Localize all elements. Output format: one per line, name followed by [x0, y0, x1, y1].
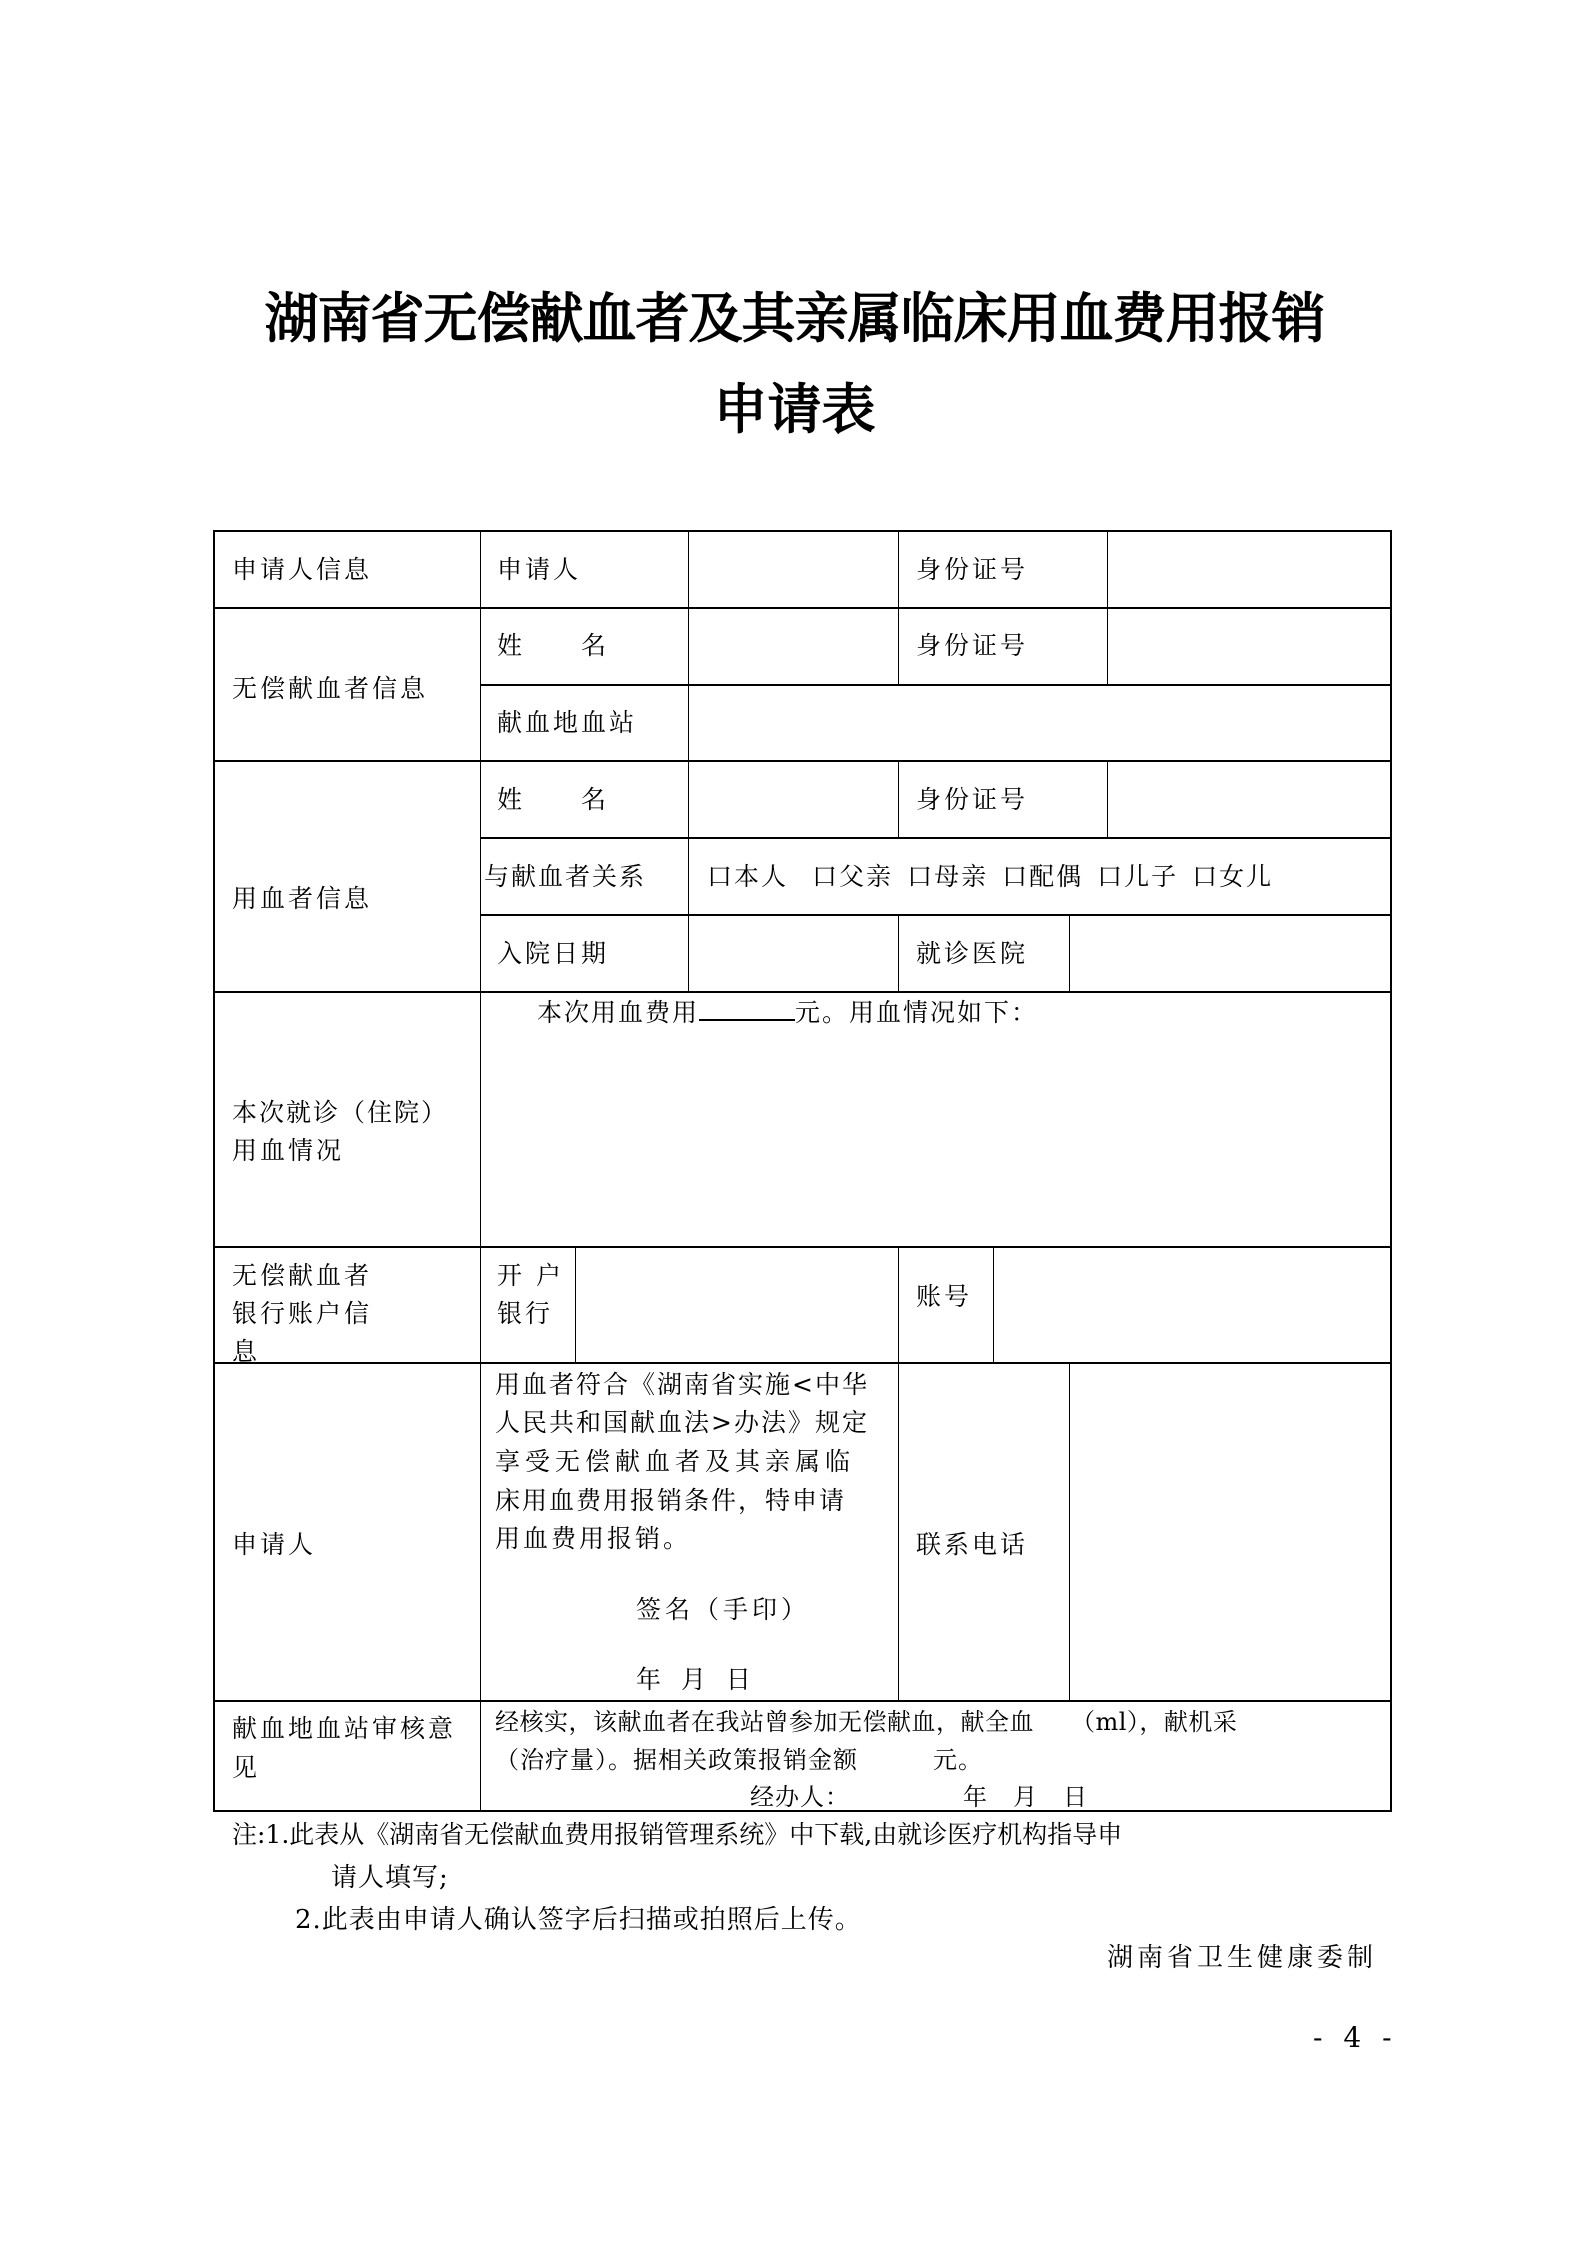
applicant-name-field[interactable]: [692, 551, 892, 589]
option-label: 配偶: [1029, 862, 1084, 891]
note-line1: 注:1.此表从《湖南省无偿献血费用报销管理系统》中下载,由就诊医疗机构指导申: [232, 1820, 1123, 1849]
checkbox-icon[interactable]: 口: [907, 862, 935, 891]
form-title-line1: 湖南省无偿献血者及其亲属临床用血费用报销: [264, 286, 1325, 350]
cost-suffix: 元。用血情况如下：: [795, 998, 1039, 1027]
relation-option-son[interactable]: [1097, 858, 1178, 896]
applicant-info-section-label: 申请人信息: [232, 555, 373, 584]
column-divider: [480, 532, 481, 1812]
donor-id-label: 身份证号: [916, 631, 1029, 660]
relation-option-self[interactable]: [707, 858, 788, 896]
recipient-name-field[interactable]: [692, 781, 892, 819]
column-divider: [898, 1362, 899, 1700]
donor-name-field[interactable]: [692, 627, 892, 665]
recipient-id-field[interactable]: [1110, 781, 1380, 819]
row-divider: [480, 914, 1392, 916]
issuer-label: 湖南省卫生健康委制: [1107, 1943, 1378, 1973]
column-divider: [1107, 607, 1108, 684]
donor-station-field[interactable]: [692, 704, 1382, 742]
usage-details-field[interactable]: [492, 1040, 1382, 1240]
declaration-line: 享受无偿献血者及其亲属临: [495, 1447, 856, 1476]
column-divider: [575, 1246, 576, 1362]
declaration-line: 用血者符合《湖南省实施<中华: [495, 1370, 869, 1399]
column-divider: [1069, 1362, 1070, 1700]
bank-name-label-line1: 开 户: [497, 1261, 564, 1290]
recipient-name-label: 姓 名: [497, 785, 610, 814]
account-label: 账号: [916, 1282, 973, 1311]
applicant-label: 申请人: [497, 555, 582, 584]
declaration-line: 床用血费用报销条件，特申请: [495, 1486, 847, 1515]
recipient-info-section-label: 用血者信息: [232, 884, 373, 913]
applicant-id-label: 身份证号: [916, 555, 1029, 584]
bank-section-label-line2: 银行账户信: [232, 1299, 373, 1328]
review-line3: 经办人： 年 月 日: [750, 1783, 1088, 1811]
row-divider: [480, 837, 1392, 839]
checkbox-icon[interactable]: 口: [1192, 862, 1220, 891]
note-line3: 2.此表由申请人确认签字后扫描或拍照后上传。: [295, 1905, 862, 1935]
bank-name-label-line2: 银行: [497, 1299, 554, 1328]
page-number: - 4 -: [1313, 2021, 1398, 2054]
relation-option-father[interactable]: [812, 858, 893, 896]
relation-label: 与献血者关系: [484, 862, 647, 891]
column-divider: [1107, 532, 1108, 607]
checkbox-icon[interactable]: 口: [1002, 862, 1030, 891]
declaration-line: 人民共和国献血法>办法》规定: [495, 1408, 869, 1437]
phone-label: 联系电话: [916, 1530, 1029, 1559]
admission-date-field[interactable]: [692, 935, 892, 973]
form-title-line2: 申请表: [713, 377, 876, 441]
column-divider: [993, 1246, 994, 1362]
donor-info-section-label: 无偿献血者信息: [232, 674, 429, 703]
signature-date-label: 年 月 日: [636, 1665, 757, 1694]
review-section-label-line1: 献血地血站审核意: [232, 1714, 457, 1743]
option-label: 母亲: [934, 862, 989, 891]
column-divider: [688, 760, 689, 991]
column-divider: [898, 1246, 899, 1362]
relation-option-mother[interactable]: [907, 858, 988, 896]
bank-section-label-line1: 无偿献血者: [232, 1261, 373, 1290]
row-divider: [215, 760, 1392, 762]
column-divider: [688, 532, 689, 607]
donor-station-label: 献血地血站: [497, 708, 638, 737]
bank-name-field[interactable]: [582, 1285, 887, 1323]
note-line2: 请人填写;: [331, 1863, 449, 1893]
cost-prefix: 本次用血费用: [537, 998, 700, 1027]
column-divider: [688, 607, 689, 760]
declaration-section-label: 申请人: [232, 1530, 317, 1559]
relation-options: [707, 858, 1287, 896]
relation-option-daughter[interactable]: [1192, 858, 1273, 896]
hospital-label: 就诊医院: [916, 939, 1029, 968]
row-divider: [215, 607, 1392, 609]
row-divider: [215, 1246, 1392, 1248]
review-section-label-line2: 见: [232, 1753, 261, 1782]
usage-section-label-line2: 用血情况: [232, 1136, 345, 1165]
hospital-field[interactable]: [1075, 935, 1380, 973]
relation-option-spouse[interactable]: [1002, 858, 1083, 896]
row-divider: [480, 684, 1392, 686]
column-divider: [1069, 914, 1070, 991]
admission-date-label: 入院日期: [497, 939, 610, 968]
option-label: 本人: [734, 862, 789, 891]
declaration-line: 用血费用报销。: [495, 1524, 692, 1553]
checkbox-icon[interactable]: 口: [812, 862, 840, 891]
usage-section-label-line1: 本次就诊（住院）: [232, 1098, 449, 1127]
review-line1: 经核实，该献血者在我站曾参加无偿献血，献全血 （ml），献机采: [495, 1708, 1238, 1736]
option-label: 女儿: [1219, 862, 1274, 891]
usage-cost-line: [537, 993, 1038, 1032]
cost-input[interactable]: [699, 993, 795, 1021]
applicant-id-field[interactable]: [1110, 551, 1380, 589]
account-field[interactable]: [1000, 1285, 1380, 1323]
column-divider: [898, 760, 899, 837]
recipient-id-label: 身份证号: [916, 785, 1029, 814]
column-divider: [898, 914, 899, 991]
signature-label: 签名（手印）: [636, 1595, 811, 1624]
checkbox-icon[interactable]: 口: [707, 862, 735, 891]
bank-section-label-line3: 息: [232, 1337, 261, 1366]
donor-name-label: 姓 名: [497, 631, 610, 660]
column-divider: [1107, 760, 1108, 837]
checkbox-icon[interactable]: 口: [1097, 862, 1125, 891]
option-label: 儿子: [1124, 862, 1179, 891]
row-divider: [215, 1700, 1392, 1702]
option-label: 父亲: [839, 862, 894, 891]
column-divider: [898, 607, 899, 684]
donor-id-field[interactable]: [1110, 627, 1380, 665]
phone-field[interactable]: [1075, 1526, 1380, 1564]
column-divider: [898, 532, 899, 607]
row-divider: [215, 1362, 1392, 1364]
review-line2: （治疗量）。据相关政策报销金额 元。: [495, 1746, 983, 1774]
